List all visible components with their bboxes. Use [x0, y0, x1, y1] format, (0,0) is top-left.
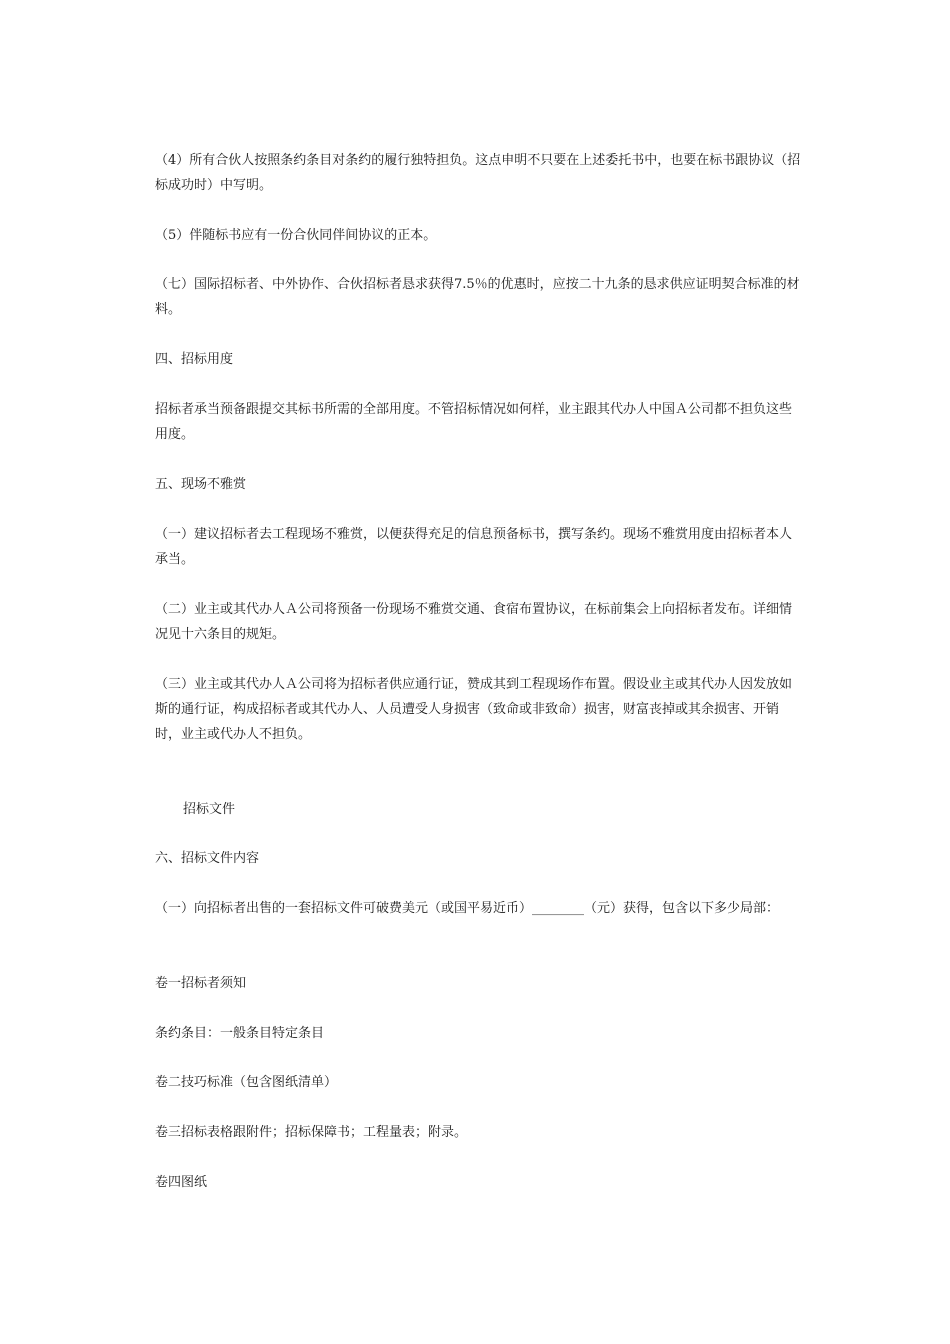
paragraph-site-visit-3: （三）业主或其代办人Ａ公司将为招标者供应通行证，赞成其到工程现场作布置。假设业主或其代办人因发放如斯的通行证，构成招标者或其代办人、人员遭受人身损害（致命或非致命）损害，财富丧掉或其余损害、开销时，业主或代办人不担负。 [155, 677, 793, 742]
paragraph-preference: （七）国际招标者、中外协作、合伙招标者恳求获得7.5％的优惠时，应按二十九条的恳求供应证明契合标准的材料。 [155, 277, 800, 317]
paragraph-document-price: （一）向招标者出售的一套招标文件可破费美元（或国平易近币）________（元）获得，包含以下多少局部： [155, 901, 780, 916]
heading-site-visit: 五、现场不雅赏 [155, 477, 247, 492]
paragraph-partner-agreement: （5）伴随标书应有一份合伙同伴间协议的正本。 [155, 228, 437, 243]
list-item-volume-1: 卷一招标者须知 [155, 976, 247, 991]
paragraph-site-visit-1: （一）建议招标者去工程现场不雅赏，以便获得充足的信息预备标书，撰写条约。现场不雅赏用度由招标者本人承当。 [155, 527, 793, 567]
list-item-contract-terms: 条约条目：一般条目特定条目 [155, 1026, 325, 1041]
heading-document-contents: 六、招标文件内容 [155, 851, 260, 866]
paragraph-site-visit-2: （二）业主或其代办人Ａ公司将预备一份现场不雅赏交通、食宿布置协议，在标前集会上向招标者发布。详细情况见十六条目的规矩。 [155, 602, 793, 642]
section-title-bidding-documents: 招标文件 [183, 802, 236, 817]
list-item-volume-2: 卷二技巧标准（包含图纸清单） [155, 1075, 338, 1090]
paragraph-partner-liability: （4）所有合伙人按照条约条目对条约的履行独特担负。这点申明不只要在上述委托书中，也要在标书跟协议（招标成功时）中写明。 [155, 153, 801, 193]
list-item-volume-4: 卷四图纸 [155, 1175, 208, 1190]
paragraph-bid-cost: 招标者承当预备跟提交其标书所需的全部用度。不管招标情况如何样，业主跟其代办人中国Ａ公司都不担负这些用度。 [155, 402, 793, 442]
list-item-volume-3: 卷三招标表格跟附件；招标保障书；工程量表；附录。 [155, 1125, 468, 1140]
heading-bid-cost: 四、招标用度 [155, 352, 234, 367]
